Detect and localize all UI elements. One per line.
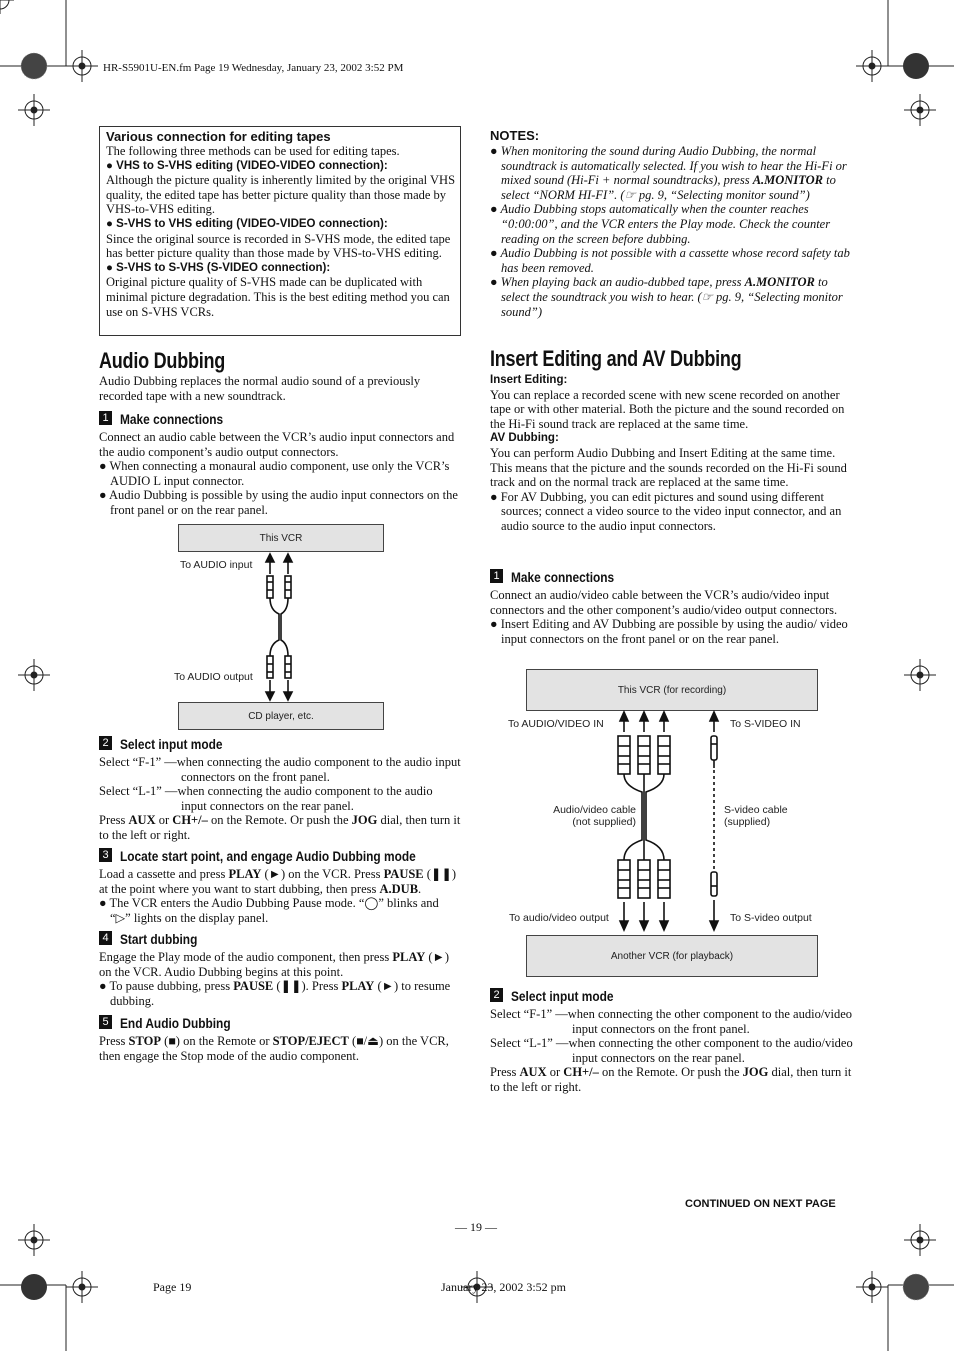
step-title: Make connections [511, 569, 615, 585]
av-dubbing-text: You can perform Audio Dubbing and Insert Editing at the same time. This means that the picture and the sounds recorded on the Hi-Fi sound track and on the normal track are replaced at the same time. [490, 445, 847, 490]
audio-step-4-body [99, 950, 461, 1008]
this-vcr-box: This VCR [178, 524, 384, 552]
audio-step-2-header [99, 736, 241, 754]
insert-step-1-header [490, 569, 632, 587]
av-dubbing-heading: AV Dubbing: [490, 432, 559, 445]
audio-f1-option: Select “F-1” —when connecting the audio component to the audio input connectors on the front panel. [99, 755, 461, 784]
audio-input-press-text: Press AUX or CH+/– on the Remote. Or push the JOG dial, then turn it to the left or right. [99, 813, 461, 842]
av-cable-diagram [610, 710, 730, 935]
audio-step-3-header [99, 848, 468, 866]
insert-input-press-text: Press AUX or CH+/– on the Remote. Or push the JOG dial, then turn it to the left or right. [490, 1065, 852, 1094]
insert-f1-option: Select “F-1” —when connecting the other component to the audio/video input connectors on the front panel. [490, 1007, 853, 1036]
step-title: Select input mode [511, 988, 614, 1004]
insert-step-1-body [490, 588, 854, 646]
note-3: ● Audio Dubbing is not possible with a cassette whose record safety tab has been removed. [490, 246, 850, 275]
insert-editing-body [490, 373, 854, 534]
editing-item-3-heading: ● S-VHS to S-VHS (S-VIDEO connection): [106, 261, 331, 274]
editing-item-3-text: Original picture quality of S-VHS made can be duplicated with minimal picture degradation. This is the best editing method you can use on S-VHS VCRs. [106, 275, 450, 319]
note-4: ● When playing back an audio-dubbed tape, press A.MONITOR to select the soundtrack you wish to hear. (☞ pg. 9, “Selecting monitor sound”) [490, 275, 843, 319]
header-file-info: HR-S5901U-EN.fm Page 19 Wednesday, January 23, 2002 3:52 PM [103, 62, 404, 74]
step-number: 5 [99, 1015, 112, 1029]
audio-step-5-header [99, 1015, 250, 1033]
notes-list [490, 144, 854, 319]
continued-next-page: CONTINUED ON NEXT PAGE [685, 1198, 836, 1210]
to-audio-video-output-label: To audio/video output [509, 912, 609, 924]
to-s-video-in-label: To S-VIDEO IN [730, 718, 801, 730]
audio-dubbing-title: Audio Dubbing [99, 348, 226, 373]
audio-dubbing-intro: Audio Dubbing replaces the normal audio sound of a previously recorded tape with a new soundtrack. [99, 374, 421, 403]
insert-l1-option: Select “L-1” —when connecting the other component to the audio/video input connectors on the rear panel. [490, 1036, 853, 1065]
note-1: ● When monitoring the sound during Audio Dubbing, the normal soundtrack is automatically selected. If you wish to hear the Hi-Fi or mixed sound (Hi-Fi + normal soundtracks), press A.MONITOR to select “NORM HI-FI”. (☞ pg. 9, “Selecting monitor sound”) [490, 144, 847, 202]
audio-l1-option: Select “L-1” —when connecting the audio component to the audio input connectors on the rear panel. [99, 784, 433, 813]
audio-step-3-text: Load a cassette and press PLAY (►) on the VCR. Press PAUSE (❚❚) at the point where you want to start dubbing, then press A.DUB. [99, 867, 457, 896]
step-title: End Audio Dubbing [120, 1015, 231, 1031]
step-number: 1 [490, 569, 503, 583]
cd-player-box: CD player, etc. [178, 702, 384, 730]
to-s-video-output-label: To S-video output [730, 912, 812, 924]
insert-editing-heading: Insert Editing: [490, 374, 568, 386]
to-audio-video-in-label: To AUDIO/VIDEO IN [508, 718, 604, 730]
av-cable-label: Audio/video cable (not supplied) [553, 804, 636, 828]
insert-step-1-text: Connect an audio/video cable between the VCR’s audio/video input connectors and the other component’s audio/video output connectors. [490, 588, 838, 617]
step-number: 1 [99, 411, 112, 425]
editing-item-1-heading: ● VHS to S-VHS editing (VIDEO-VIDEO connection): [106, 159, 388, 172]
audio-step-3-body [99, 867, 461, 925]
insert-editing-text: You can replace a recorded scene with new scene recorded on another tape or with other material. Both the picture and the sound recorded on the Hi-Fi sound track are replaced at the same time. [490, 387, 845, 431]
this-vcr-recording-box: This VCR (for recording) [526, 669, 818, 711]
footer-page-label: Page 19 [153, 1280, 192, 1294]
editing-box-title: Various connection for editing tapes [106, 129, 331, 144]
s-video-cable-label: S-video cable (supplied) [724, 804, 788, 828]
audio-step-5-body [99, 1034, 463, 1063]
step-title: Start dubbing [120, 931, 198, 947]
note-2: ● Audio Dubbing stops automatically when the counter reaches “0:00:00”, and the VCR enters the Play mode. Check the counter reading on the screen before dubbing. [490, 202, 831, 246]
insert-step-1-bullet: ● Insert Editing and AV Dubbing are possible by using the audio/ video input connectors on the front panel or on the rear panel. [490, 617, 848, 646]
page-number: — 19 — [455, 1220, 497, 1234]
audio-step-1-header [99, 411, 241, 429]
insert-editing-title: Insert Editing and AV Dubbing [490, 346, 742, 371]
audio-step-4-text: Engage the Play mode of the audio component, then press PLAY (►) on the VCR. Audio Dubbing begins at this point. [99, 950, 450, 979]
step-number: 2 [490, 988, 503, 1002]
step-title: Make connections [120, 411, 224, 427]
audio-step-4-header [99, 931, 211, 949]
step-title: Select input mode [120, 736, 223, 752]
editing-item-2-text: Since the original source is recorded in S-VHS mode, the edited tape has better picture quality than those made by VHS-to-VHS editing. [106, 231, 451, 261]
notes-title: NOTES: [490, 128, 540, 143]
audio-step-1-text: Connect an audio cable between the VCR’s audio input connectors and the audio component’s audio output connectors. [99, 430, 455, 459]
audio-step-3-bullet: ● The VCR enters the Audio Dubbing Pause mode. “◯” blinks and “▷” lights on the display panel. [99, 896, 439, 925]
audio-step-4-bullet: ● To pause dubbing, press PAUSE (❚❚). Press PLAY (►) to resume dubbing. [99, 979, 451, 1008]
editing-item-1-text: Although the picture quality is inherently limited by the original VHS quality, the edited tape has better picture quality than those made by VHS-to-VHS editing. [106, 173, 456, 217]
audio-step-2-body [99, 755, 461, 843]
footer-date: January 23, 2002 3:52 pm [441, 1280, 566, 1294]
editing-box-intro: The following three methods can be used for editing tapes. [106, 144, 400, 158]
to-audio-input-label: To AUDIO input [180, 559, 253, 571]
step-number: 2 [99, 736, 112, 750]
audio-cable-diagram [255, 552, 305, 702]
audio-step-1-bullet-2: ● Audio Dubbing is possible by using the audio input connectors on the front panel or on the rear panel. [99, 488, 458, 517]
editing-item-2-heading: ● S-VHS to VHS editing (VIDEO-VIDEO connection): [106, 217, 388, 230]
another-vcr-playback-box: Another VCR (for playback) [526, 935, 818, 977]
step-number: 4 [99, 931, 112, 945]
audio-step-5-text: Press STOP (■) on the Remote or STOP/EJECT (■/⏏) on the VCR, then engage the Stop mode of the audio component. [99, 1034, 449, 1063]
step-title: Locate start point, and engage Audio Dubbing mode [120, 848, 416, 864]
insert-step-2-body [490, 1007, 854, 1095]
editing-connections-box [99, 126, 461, 336]
step-number: 3 [99, 848, 112, 862]
insert-step-2-header [490, 988, 632, 1006]
audio-step-1-body [99, 430, 463, 518]
av-dubbing-bullet: ● For AV Dubbing, you can edit pictures and sound using different sources; connect a video source to the video input connector, and an audio source to the audio input connectors. [490, 489, 842, 533]
to-audio-output-label: To AUDIO output [174, 671, 253, 683]
audio-step-1-bullet-1: ● When connecting a monaural audio component, use only the VCR’s AUDIO L input connector. [99, 459, 450, 488]
